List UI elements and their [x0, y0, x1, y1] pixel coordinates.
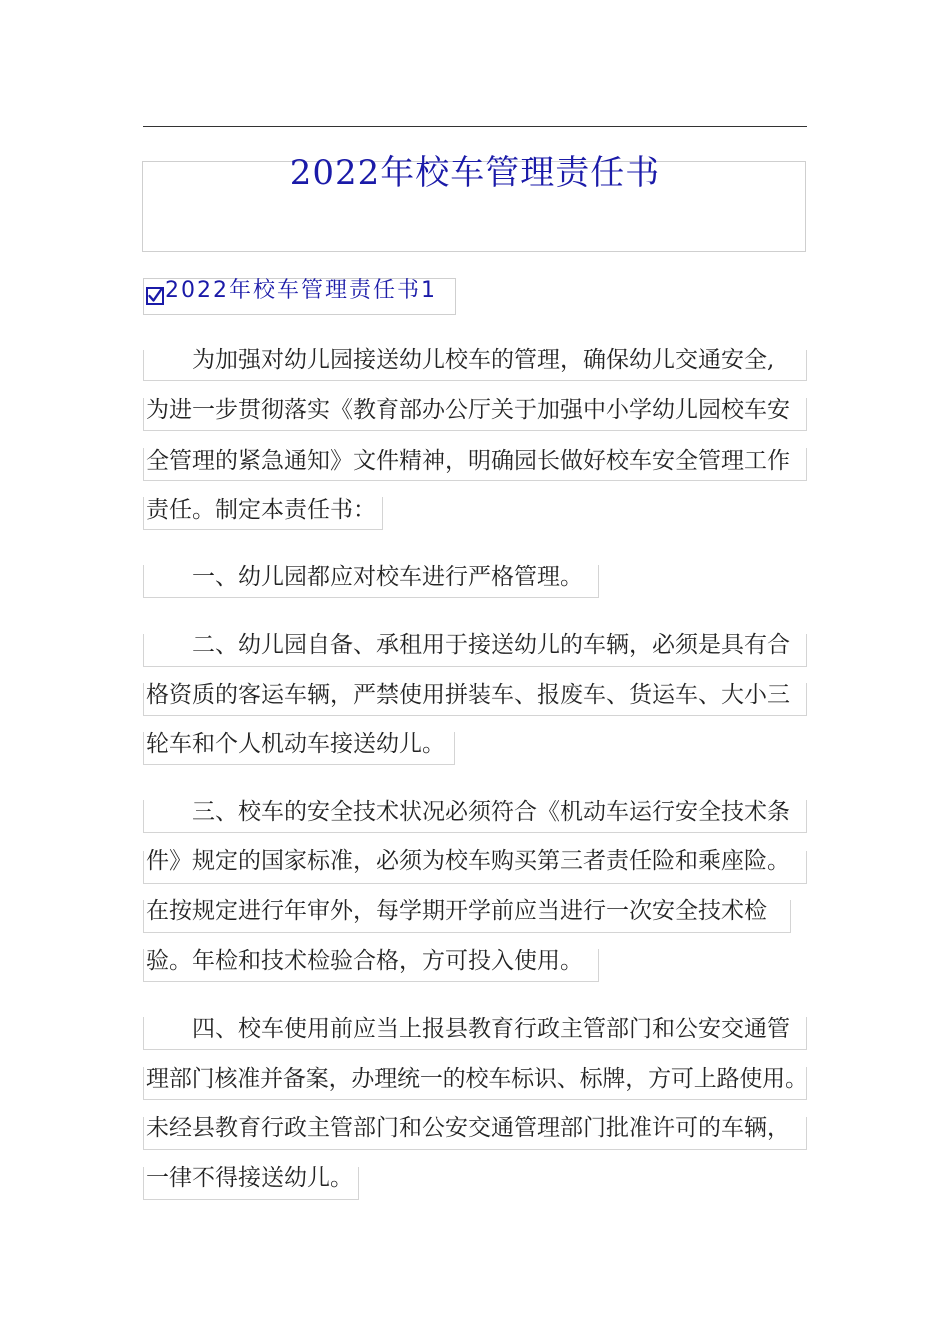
paragraph-line: 全管理的紧急通知》文件精神，明确园长做好校车安全管理工作 [146, 448, 790, 474]
paragraph-line: 理部门核准并备案，办理统一的校车标识、标牌，方可上路使用。 [146, 1066, 808, 1092]
paragraph-line: 件》规定的国家标准，必须为校车购买第三者责任险和乘座险。 [146, 848, 790, 874]
document-title: 2022年校车管理责任书 [289, 153, 661, 193]
paragraph-line: 为进一步贯彻落实《教育部办公厅关于加强中小学幼儿园校车安 [146, 397, 790, 423]
paragraph-line: 未经县教育行政主管部门和公安交通管理部门批准许可的车辆， [146, 1115, 790, 1141]
paragraph-line: 验。年检和技术检验合格，方可投入使用。 [146, 948, 583, 974]
paragraph-line: 责任。制定本责任书： [146, 497, 376, 523]
paragraph-line: 一律不得接送幼儿。 [146, 1165, 353, 1191]
paragraph-line: 四、校车使用前应当上报县教育行政主管部门和公安交通管 [192, 1016, 790, 1042]
paragraph-line: 三、校车的安全技术状况必须符合《机动车运行安全技术条 [192, 799, 790, 825]
paragraph-line: 为加强对幼儿园接送幼儿校车的管理，确保幼儿交通安全, [192, 347, 775, 373]
section-heading: 2022年校车管理责任书1 [165, 278, 437, 303]
paragraph-line: 一、幼儿园都应对校车进行严格管理。 [192, 564, 583, 590]
paragraph-line: 格资质的客运车辆，严禁使用拼装车、报废车、货运车、大小三 [146, 682, 790, 708]
paragraph-line: 在按规定进行年审外，每学期开学前应当进行一次安全技术检 [146, 898, 767, 924]
checkbox-checked-icon [146, 287, 164, 305]
paragraph-line: 轮车和个人机动车接送幼儿。 [146, 731, 445, 757]
paragraph-line: 二、幼儿园自备、承租用于接送幼儿的车辆，必须是具有合 [192, 632, 790, 658]
header-rule [143, 126, 807, 127]
